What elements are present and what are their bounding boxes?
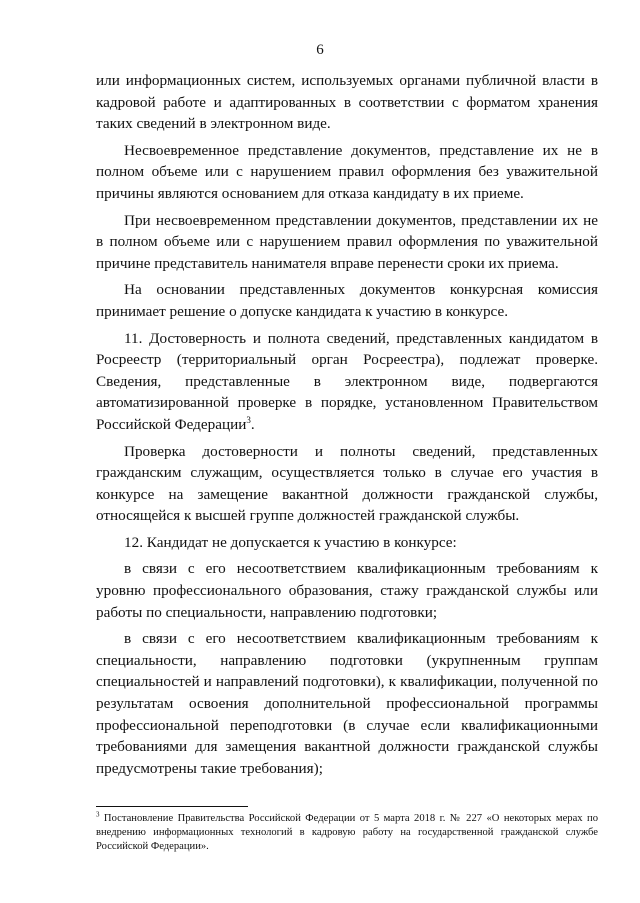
footnote-reference-suffix: . [250, 415, 255, 433]
paragraph-deadline-transfer: При несвоевременном представлении документов, представлении их не в полном объеме или с нарушением правил оформления по уважительной причине представитель нанимателя вправе перенести сроки их приема. [96, 211, 598, 272]
footnote [96, 812, 598, 854]
paragraph-specialty-requirements: в связи с его несоответствием квалификационным требованиям к специальности, направлению подготовки (укрупненным группам специальностей и направлений подготовки), к квалификации, полученной по результатам освоения дополнительной профессиональной программы профессиональной переподготовки (в случае если квалификационными требованиями для замещения вакантной должности гражданской службы предусмотрены такие требования); [96, 630, 598, 777]
paragraph-admission-decision: На основании представленных документов конкурсная комиссия принимает решение о допуске кандидата к участию в конкурсе. [96, 281, 598, 320]
footnote-text: Постановление Правительства Российской Федерации от 5 марта 2018 г. № 227 «О некоторых мерах по внедрению информационных технологий в кадровую работу на государственной гражданской службе Российской Федерации». [96, 813, 598, 852]
paragraph-education-requirements: в связи с его несоответствием квалификационным требованиям к уровню профессионального образования, стажу гражданской службы или работы по специальности, направлению подготовки; [96, 560, 598, 621]
paragraph-untimely-submission: Несвоевременное представление документов, представление их не в полном объеме или с нарушением правил оформления без уважительной причины являются основанием для отказа кандидату в их приеме. [96, 141, 598, 202]
paragraph-item-11-text: 11. Достоверность и полнота сведений, представленных кандидатом в Росреестр (территориальный орган Росреестра), подлежат проверке. Сведения, представленные в электронном виде, подвергаются автоматизированной проверке в порядке, установленном Правительством Российской Федерации [96, 329, 598, 433]
paragraph-item-11 [96, 328, 598, 436]
footnote-marker: 3 [96, 810, 100, 819]
footnote-separator [96, 806, 248, 807]
footnote-reference: 3 [246, 414, 251, 425]
paragraph-continuation: или информационных систем, используемых органами публичной власти в кадровой работе и адаптированных в соответствии с форматом хранения таких сведений в электронном виде. [96, 72, 598, 133]
paragraph-verification: Проверка достоверности и полноты сведений, представленных гражданским служащим, осуществляется только в случае его участия в конкурсе на замещение вакантной должности гражданской службы, относящейся к высшей группе должностей гражданской службы. [96, 442, 598, 525]
paragraph-item-12: 12. Кандидат не допускается к участию в конкурсе: [124, 533, 457, 551]
document-body [96, 70, 598, 784]
page-number: 6 [316, 42, 324, 58]
